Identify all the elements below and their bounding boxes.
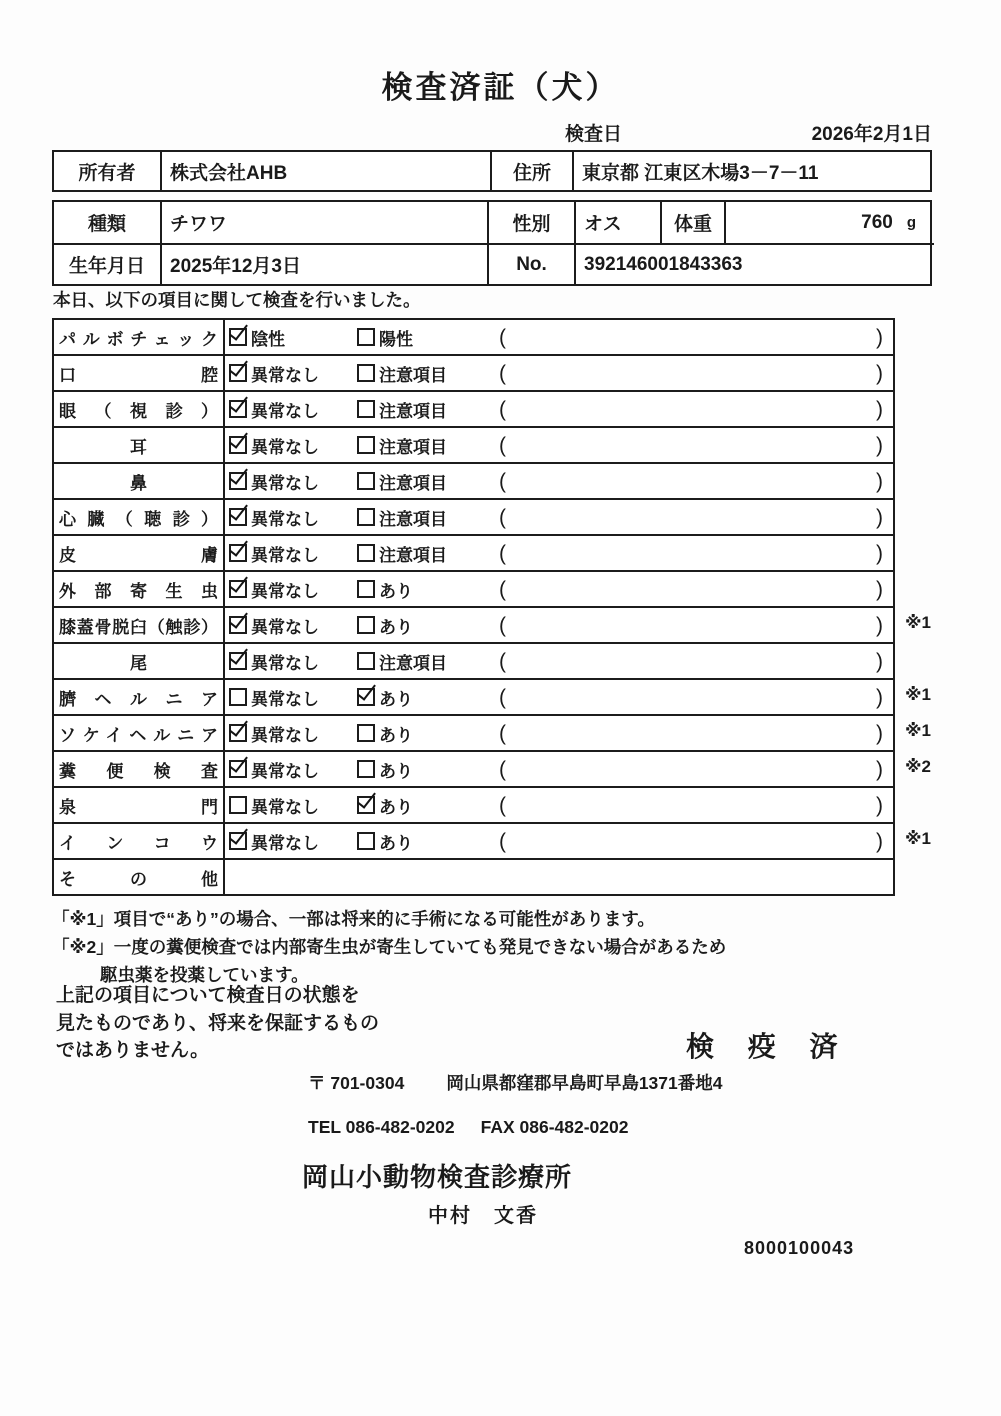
checklist-option-2 — [357, 613, 493, 638]
paren-open: ( — [499, 757, 506, 781]
paren-close: ) — [876, 793, 883, 817]
checklist-row-body — [225, 752, 893, 786]
paren-open: ( — [499, 685, 506, 709]
paren-close: ) — [876, 541, 883, 565]
paren-close: ) — [876, 397, 883, 421]
checklist-item-label: 耳 — [54, 428, 225, 462]
checklist-option-2 — [357, 685, 493, 710]
paren-close: ) — [876, 577, 883, 601]
checklist-item-label: パルボチェック — [54, 320, 225, 354]
option-2-label: あり — [379, 725, 413, 745]
checklist-option-2 — [357, 721, 493, 746]
footnotes — [52, 905, 726, 989]
checklist-row-body — [225, 608, 893, 642]
checklist-row-body — [225, 500, 893, 534]
option-2-label: あり — [379, 797, 413, 817]
address-label: 住所 — [490, 152, 572, 190]
option-1-label: 異常なし — [251, 833, 319, 853]
animal-info-table — [52, 200, 932, 286]
checklist-row-body — [225, 428, 893, 462]
checklist-row-body — [225, 572, 893, 606]
checkbox-icon — [357, 652, 375, 670]
option-1-label: 異常なし — [251, 473, 319, 493]
checkbox-icon — [229, 544, 247, 562]
option-1-label: 異常なし — [251, 653, 319, 673]
row-note: ※1 — [905, 613, 931, 632]
checklist-item-label: 口腔 — [54, 356, 225, 390]
checklist-option-1 — [229, 361, 357, 386]
checkbox-icon — [357, 796, 375, 814]
checkbox-icon — [229, 688, 247, 706]
checklist-option-1 — [229, 793, 357, 818]
checkbox-icon — [229, 328, 247, 346]
paren-close: ) — [876, 325, 883, 349]
checklist-option-1 — [229, 325, 357, 350]
checklist-option-2 — [357, 469, 493, 494]
checkbox-icon — [229, 508, 247, 526]
checkbox-icon — [229, 364, 247, 382]
postal-code: 〒 701-0304 — [308, 1073, 405, 1093]
checkbox-icon — [229, 436, 247, 454]
no-label: No. — [487, 243, 574, 284]
checklist-item-label: 心臓（聴診） — [54, 500, 225, 534]
checkbox-icon — [357, 400, 375, 418]
checklist-option-1 — [229, 577, 357, 602]
checklist-row — [54, 752, 931, 788]
checklist-row-body — [225, 392, 893, 426]
checklist-row — [54, 428, 893, 464]
option-2-label: あり — [379, 689, 413, 709]
inspection-date-value: 2026年2月1日 — [811, 124, 932, 145]
checklist-row — [54, 356, 893, 392]
checklist-item-label: 皮膚 — [54, 536, 225, 570]
disclaimer — [56, 982, 379, 1065]
paren-close: ) — [876, 361, 883, 385]
checklist-item-label: 臍ヘルニア — [54, 680, 225, 714]
owner-value: 株式会社AHB — [160, 152, 490, 190]
checkbox-icon — [229, 472, 247, 490]
option-2-label: 陽性 — [379, 329, 413, 349]
checklist-option-1 — [229, 613, 357, 638]
checklist-option-1 — [229, 757, 357, 782]
checklist-row-body — [225, 788, 893, 822]
weight-value — [724, 202, 934, 243]
paren-open: ( — [499, 505, 506, 529]
option-2-label: 注意項目 — [379, 473, 447, 493]
checklist-row — [54, 464, 893, 500]
checklist-option-1 — [229, 397, 357, 422]
option-2-label: あり — [379, 617, 413, 637]
paren-open: ( — [499, 433, 506, 457]
checkbox-icon — [357, 508, 375, 526]
paren-close: ) — [876, 685, 883, 709]
option-2-label: 注意項目 — [379, 437, 447, 457]
checkbox-icon — [229, 580, 247, 598]
owner-label: 所有者 — [78, 162, 136, 184]
checklist-row — [54, 500, 893, 536]
checklist-row — [54, 860, 893, 894]
option-2-label: あり — [379, 761, 413, 781]
checkbox-icon — [357, 328, 375, 346]
paren-close: ) — [876, 649, 883, 673]
sex-label: 性別 — [487, 202, 574, 243]
checkbox-icon — [229, 760, 247, 778]
option-1-label: 異常なし — [251, 761, 319, 781]
birth-value: 2025年12月3日 — [160, 243, 487, 284]
disclaimer-line-1: 上記の項目について検査日の状態を — [56, 985, 360, 1006]
clinic-postal-row — [308, 1070, 723, 1095]
option-2-label: 注意項目 — [379, 509, 447, 529]
checklist-option-2 — [357, 649, 493, 674]
intro-text: 本日、以下の項目に関して検査を行いました。 — [53, 290, 421, 310]
checklist-option-2 — [357, 361, 493, 386]
checkbox-icon — [229, 796, 247, 814]
option-2-label: あり — [379, 833, 413, 853]
checklist-item-label: 尾 — [54, 644, 225, 678]
checkbox-icon — [357, 544, 375, 562]
checklist-row-body — [225, 320, 893, 354]
checklist-option-1 — [229, 685, 357, 710]
checkbox-icon — [357, 436, 375, 454]
checklist-item-label: 鼻 — [54, 464, 225, 498]
option-1-label: 異常なし — [251, 437, 319, 457]
option-2-label: 注意項目 — [379, 545, 447, 565]
paren-close: ) — [876, 757, 883, 781]
paren-close: ) — [876, 433, 883, 457]
breed-value: チワワ — [160, 202, 487, 243]
checklist-item-label: 膝蓋骨脱臼（触診） — [54, 608, 225, 642]
paren-open: ( — [499, 577, 506, 601]
clinic-name: 岡山小動物検査診療所 — [302, 1162, 573, 1192]
option-1-label: 異常なし — [251, 545, 319, 565]
clinic-tel-row — [308, 1117, 628, 1138]
checklist-option-2 — [357, 577, 493, 602]
checklist-row — [54, 392, 893, 428]
option-1-label: 異常なし — [251, 797, 319, 817]
checklist-row — [54, 536, 893, 572]
checklist-option-2 — [357, 505, 493, 530]
checkbox-icon — [357, 688, 375, 706]
checklist-item-label: 泉門 — [54, 788, 225, 822]
inspection-date-label: 検査日 — [565, 124, 623, 145]
checklist-row — [54, 680, 931, 716]
checklist-row — [54, 824, 931, 860]
breed-label: 種類 — [87, 214, 126, 235]
footnote-2: 「※2」一度の糞便検査では内部寄生虫が寄生していても発見できない場合があるため — [52, 937, 727, 957]
checklist-row-body — [225, 536, 893, 570]
option-1-label: 異常なし — [251, 509, 319, 529]
weight-label: 体重 — [660, 202, 724, 243]
weight-number: 760 — [861, 211, 893, 233]
checklist-option-2 — [357, 541, 493, 566]
paren-open: ( — [499, 397, 506, 421]
option-1-label: 異常なし — [251, 365, 319, 385]
checklist-row-body — [225, 716, 893, 750]
checkbox-icon — [357, 472, 375, 490]
clinic-address: 岡山県都窪郡早島町早島1371番地4 — [446, 1073, 723, 1093]
checklist-option-2 — [357, 325, 493, 350]
checklist-item-label: その他 — [54, 860, 225, 894]
checklist-option-1 — [229, 541, 357, 566]
option-1-label: 陰性 — [251, 329, 285, 349]
checkbox-icon — [229, 724, 247, 742]
paren-open: ( — [499, 541, 506, 565]
sex-value: オス — [574, 202, 660, 243]
checkbox-icon — [357, 616, 375, 634]
checklist-option-2 — [357, 829, 493, 854]
paren-close: ) — [876, 505, 883, 529]
paren-open: ( — [499, 361, 506, 385]
clinic-tel: TEL 086-482-0202 — [308, 1117, 455, 1137]
option-1-label: 異常なし — [251, 401, 319, 421]
option-1-label: 異常なし — [251, 581, 319, 601]
checklist-row-body — [225, 356, 893, 390]
checklist-option-1 — [229, 829, 357, 854]
checklist-option-1 — [229, 505, 357, 530]
row-note: ※1 — [905, 829, 931, 848]
paren-open: ( — [499, 469, 506, 493]
option-1-label: 異常なし — [251, 617, 319, 637]
checkbox-icon — [357, 580, 375, 598]
checkbox-icon — [357, 724, 375, 742]
owner-table — [52, 150, 932, 192]
checklist-row — [54, 788, 893, 824]
checklist-row — [54, 716, 931, 752]
checkbox-icon — [357, 832, 375, 850]
no-value: 392146001843363 — [574, 243, 934, 284]
checklist-item-label: 糞便検査 — [54, 752, 225, 786]
paren-close: ) — [876, 613, 883, 637]
row-note: ※1 — [905, 721, 931, 740]
checklist-item-label: 外部寄生虫 — [54, 572, 225, 606]
paren-close: ) — [876, 721, 883, 745]
checklist-option-2 — [357, 757, 493, 782]
checklist-option-1 — [229, 469, 357, 494]
checkbox-icon — [229, 652, 247, 670]
checklist-row-body — [225, 860, 893, 894]
checklist-item-label: 眼（視診） — [54, 392, 225, 426]
checklist-row-body — [225, 464, 893, 498]
checklist-option-2 — [357, 793, 493, 818]
quarantine-stamp: 検 疫 済 — [686, 1031, 851, 1062]
row-note: ※1 — [905, 685, 931, 704]
option-1-label: 異常なし — [251, 689, 319, 709]
option-2-label: 注意項目 — [379, 653, 447, 673]
option-1-label: 異常なし — [251, 725, 319, 745]
clinic-fax: FAX 086-482-0202 — [480, 1117, 629, 1137]
checklist-row-body — [225, 680, 893, 714]
paren-close: ) — [876, 829, 883, 853]
checkbox-icon — [229, 400, 247, 418]
page-title: 検査済証（犬） — [381, 70, 620, 105]
checkbox-icon — [229, 616, 247, 634]
checklist-row — [54, 320, 893, 356]
checklist-option-1 — [229, 433, 357, 458]
paren-open: ( — [499, 721, 506, 745]
option-2-label: 注意項目 — [379, 401, 447, 421]
checklist-row — [54, 572, 893, 608]
row-note: ※2 — [905, 757, 931, 776]
option-2-label: 注意項目 — [379, 365, 447, 385]
paren-close: ) — [876, 469, 883, 493]
checkbox-icon — [357, 364, 375, 382]
checklist-item-label: ソケイヘルニア — [54, 716, 225, 750]
checklist-row-body — [225, 824, 893, 858]
option-2-label: あり — [379, 581, 413, 601]
checklist-table — [52, 318, 931, 896]
footnote-2-continued: 駆虫薬を投薬しています。 — [100, 965, 309, 985]
paren-open: ( — [499, 325, 506, 349]
disclaimer-line-2: 見たものであり、将来を保証するもの — [56, 1012, 380, 1034]
examiner-name: 中村 文香 — [428, 1205, 538, 1227]
paren-open: ( — [499, 793, 506, 817]
checklist-row — [54, 608, 931, 644]
checklist-option-1 — [229, 649, 357, 674]
address-value: 東京都 江東区木場3－7－11 — [572, 152, 934, 190]
checklist-row — [54, 644, 893, 680]
paren-open: ( — [499, 613, 506, 637]
birth-label: 生年月日 — [54, 243, 160, 284]
checkbox-icon — [229, 832, 247, 850]
weight-unit: g — [906, 214, 916, 231]
serial-number: 8000100043 — [744, 1238, 855, 1258]
footnote-1: 「※1」項目で“あり”の場合、一部は将来的に手術になる可能性があります。 — [52, 909, 655, 929]
checkbox-icon — [357, 760, 375, 778]
paren-open: ( — [499, 649, 506, 673]
checklist-item-label: インコウ — [54, 824, 225, 858]
checklist-row-body — [225, 644, 893, 678]
paren-open: ( — [499, 829, 506, 853]
disclaimer-line-3: ではありません。 — [56, 1040, 210, 1061]
checklist-option-1 — [229, 721, 357, 746]
checklist-option-2 — [357, 433, 493, 458]
checklist-option-2 — [357, 397, 493, 422]
